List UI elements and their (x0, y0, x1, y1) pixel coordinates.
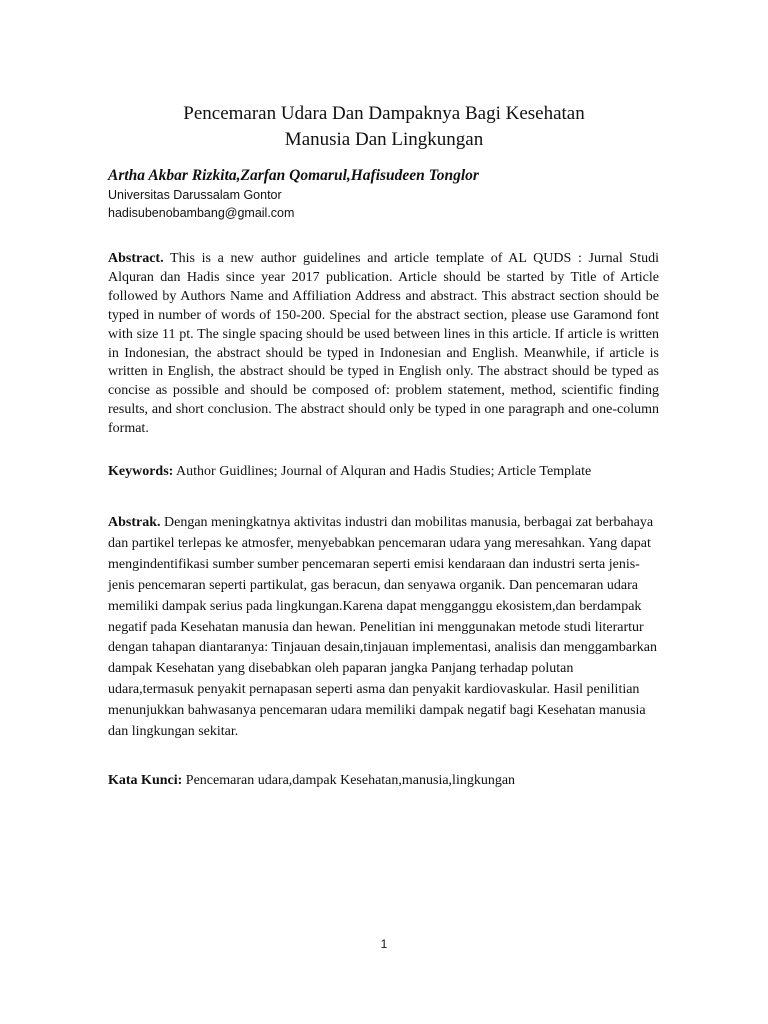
keywords-indonesian (108, 771, 659, 791)
page-number: 1 (380, 937, 388, 951)
keywords-indonesian-label: Kata Kunci: (108, 773, 183, 788)
keywords-indonesian-text: Pencemaran udara,dampak Kesehatan,manusia,lingkungan (182, 773, 516, 788)
abstract-english (108, 250, 659, 439)
keywords-english-label: Keywords: (108, 464, 174, 479)
paper-title-line-1: Pencemaran Udara Dan Dampaknya Bagi Kesehatan (183, 103, 585, 124)
keywords-english (108, 463, 659, 482)
author-affiliation: Universitas Darussalam Gontor (108, 188, 282, 202)
abstract-english-label: Abstract. (108, 251, 164, 266)
abstract-indonesian-text: Dengan meningkatnya aktivitas industri dan mobilitas manusia, berbagai zat berbahaya dan partikel terlepas ke atmosfer, menyebabkan pencemaran udara yang meresahkan. Yang dapat mengindentifikasi sumber sumber pencemaran seperti emisi kendaraan dan industri serta jenis-jenis pencemaran seperti partikulat, gas beracun, dan senyawa organik. Dan pencemaran udara memiliki dampak serius pada lingkungan.Karena dapat mengganggu ekosistem,dan berdampak negatif pada Kesehatan manusia dan hewan. Penelitian ini menggunakan metode studi literartur dengan tahapan diantaranya: Tinjauan desain,tinjauan implementasi, analisis dan menggambarkan dampak Kesehatan yang disebabkan oleh paparan jangka Panjang terhadap polutan udara,termasuk penyakit pernapasan seperti asma dan penyakit kardiovaskular. Hasil penilitian menunjukkan bahwasanya pencemaran udara memiliki dampak negatif bagi Kesehatan manusia dan lingkungan sekitar. (108, 515, 657, 740)
abstract-indonesian (108, 513, 659, 743)
author-email: hadisubenobambang@gmail.com (108, 206, 295, 220)
abstract-english-text: This is a new author guidelines and article template of AL QUDS : Jurnal Studi Alquran dan Hadis since year 2017 publication. Article should be started by Title of Article followed by Authors Name and Affiliation Address and abstract. This abstract section should be typed in number of words of 150-200. Special for the abstract section, please use Garamond font with size 11 pt. The single spacing should be used between lines in this article. If article is written in Indonesian, the abstract should be typed in Indonesian and English. Meanwhile, if article is written in English, the abstract should be typed in English only. The abstract should be typed as concise as possible and should be composed of: problem statement, method, scientific finding results, and short conclusion. The abstract should only be typed in one paragraph and one-column format. (108, 251, 659, 437)
keywords-english-text: Author Guidlines; Journal of Alquran and Hadis Studies; Article Template (173, 464, 592, 479)
abstract-indonesian-label: Abstrak. (108, 515, 161, 530)
paper-title (108, 101, 660, 153)
author-list: Artha Akbar Rizkita,Zarfan Qomarul,Hafisudeen Tonglor (108, 167, 479, 184)
paper-title-line-2: Manusia Dan Lingkungan (284, 129, 484, 150)
